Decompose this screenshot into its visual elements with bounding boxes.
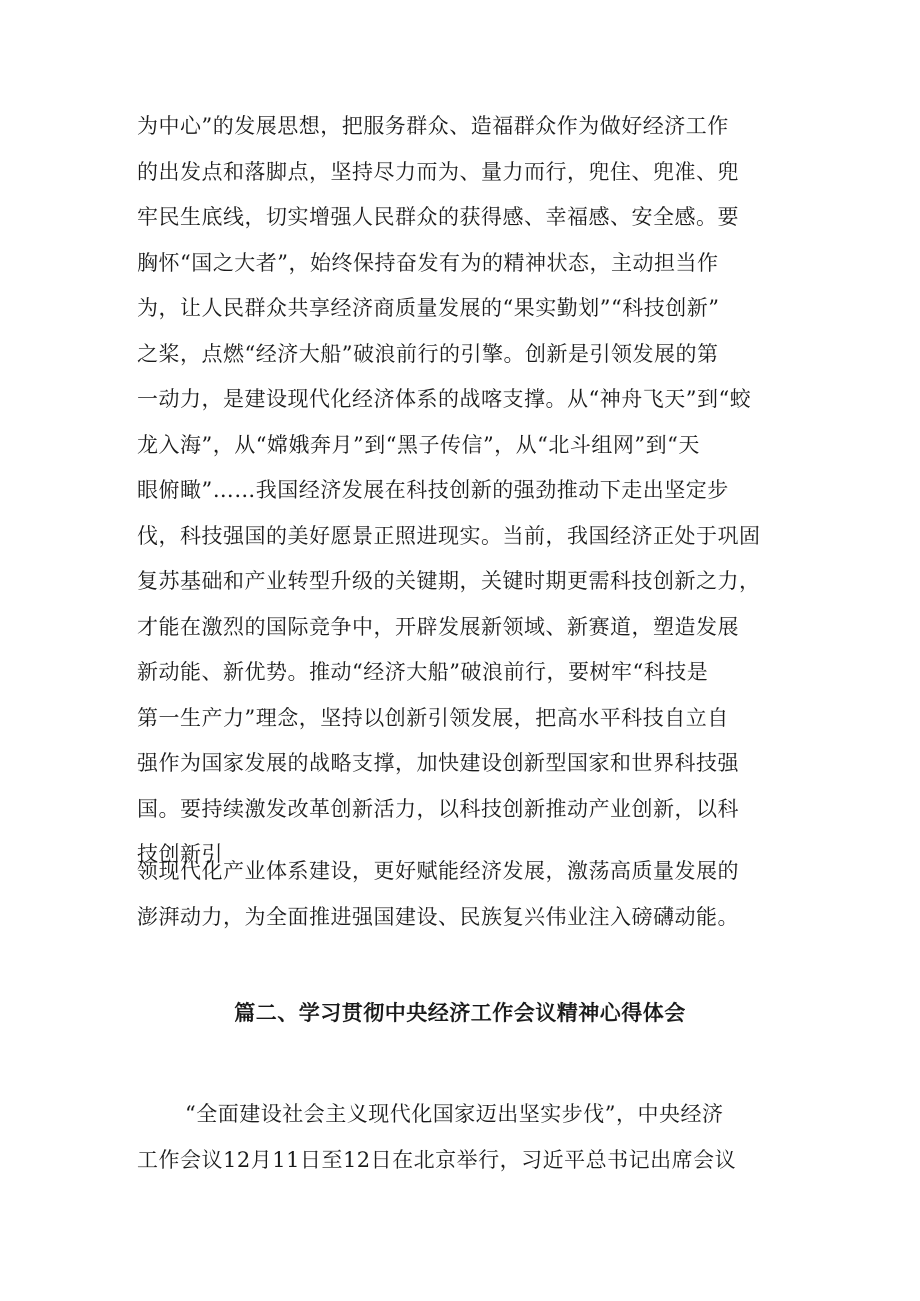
text-line: 国。要持续激发改革创新活力，以科技创新推动产业创新，以科 <box>137 796 739 821</box>
text-line: 龙入海”，从“嫦娥奔月”到“黑子传信”，从“北斗组网”到“天 <box>137 432 700 457</box>
text-line: 一动力，是建设现代化经济体系的战喀支撑。从“神舟飞天”到“蛟 <box>137 387 752 411</box>
text-line: 为，让人民群众共享经济商质量发展的“果实勤划”“科技创新” <box>137 296 720 320</box>
text-line: 伐，科技强国的美好愿景正照进现实。当前，我国经济正处于巩固 <box>137 523 761 548</box>
text-line: 强作为国家发展的战略支撑，加快建设创新型国家和世界科技强 <box>137 751 739 775</box>
body-paragraph-3 <box>137 1092 797 1183</box>
text-line: 领现代化产业体系建设，更好赋能经济发展，激荡高质量发展的 <box>137 859 739 883</box>
text-line: 复苏基础和产业转型升级的关键期，关键时期更需科技创新之力， <box>137 569 761 593</box>
body-paragraph-1 <box>137 104 797 878</box>
text-line: 胸怀“国之大者”，始终保持奋发有为的精神状态，主动担当作 <box>137 250 719 275</box>
text-line: 眼俯瞰”……我国经济发展在科技创新的强劲推动下走出坚定步 <box>137 478 729 502</box>
text-line: 牢民生底线，切实增强人民群众的获得感、幸福感、安全感。要 <box>137 205 739 229</box>
text-line: 工作会议12月11日至12日在北京举行，习近平总书记出席会议 <box>137 1147 737 1172</box>
text-line: 的出发点和落脚点，坚持尽力而为、量力而行，兜住、兜准、兜 <box>137 159 739 184</box>
text-line: 澎湃动力，为全面推进强国建设、民族复兴伟业注入磅礴动能。 <box>137 904 739 929</box>
text-line: 之桨，点燃“经济大船”破浪前行的引擎。创新是引领发展的第 <box>137 341 719 366</box>
text-line: 为中心”的发展思想，把服务群众、造福群众作为做好经济工作 <box>137 114 729 138</box>
text-line: “全面建设社会主义现代化国家迈出坚实步伐”，中央经济 <box>185 1102 724 1126</box>
text-line: 新动能、新优势。推动“经济大船”破浪前行，要树牢“科技是 <box>137 660 709 684</box>
section-heading: 篇二、学习贯彻中央经济工作会议精神心得体会 <box>234 1001 686 1025</box>
text-line: 才能在激烈的国际竞争中，开辟发展新领域、新赛道，塑造发展 <box>137 614 739 639</box>
text-line: 技创新引 <box>137 842 223 866</box>
text-line: 第一生产力”理念，坚持以创新引领发展，把高水平科技自立自 <box>137 705 729 730</box>
body-paragraph-2 <box>137 849 797 940</box>
